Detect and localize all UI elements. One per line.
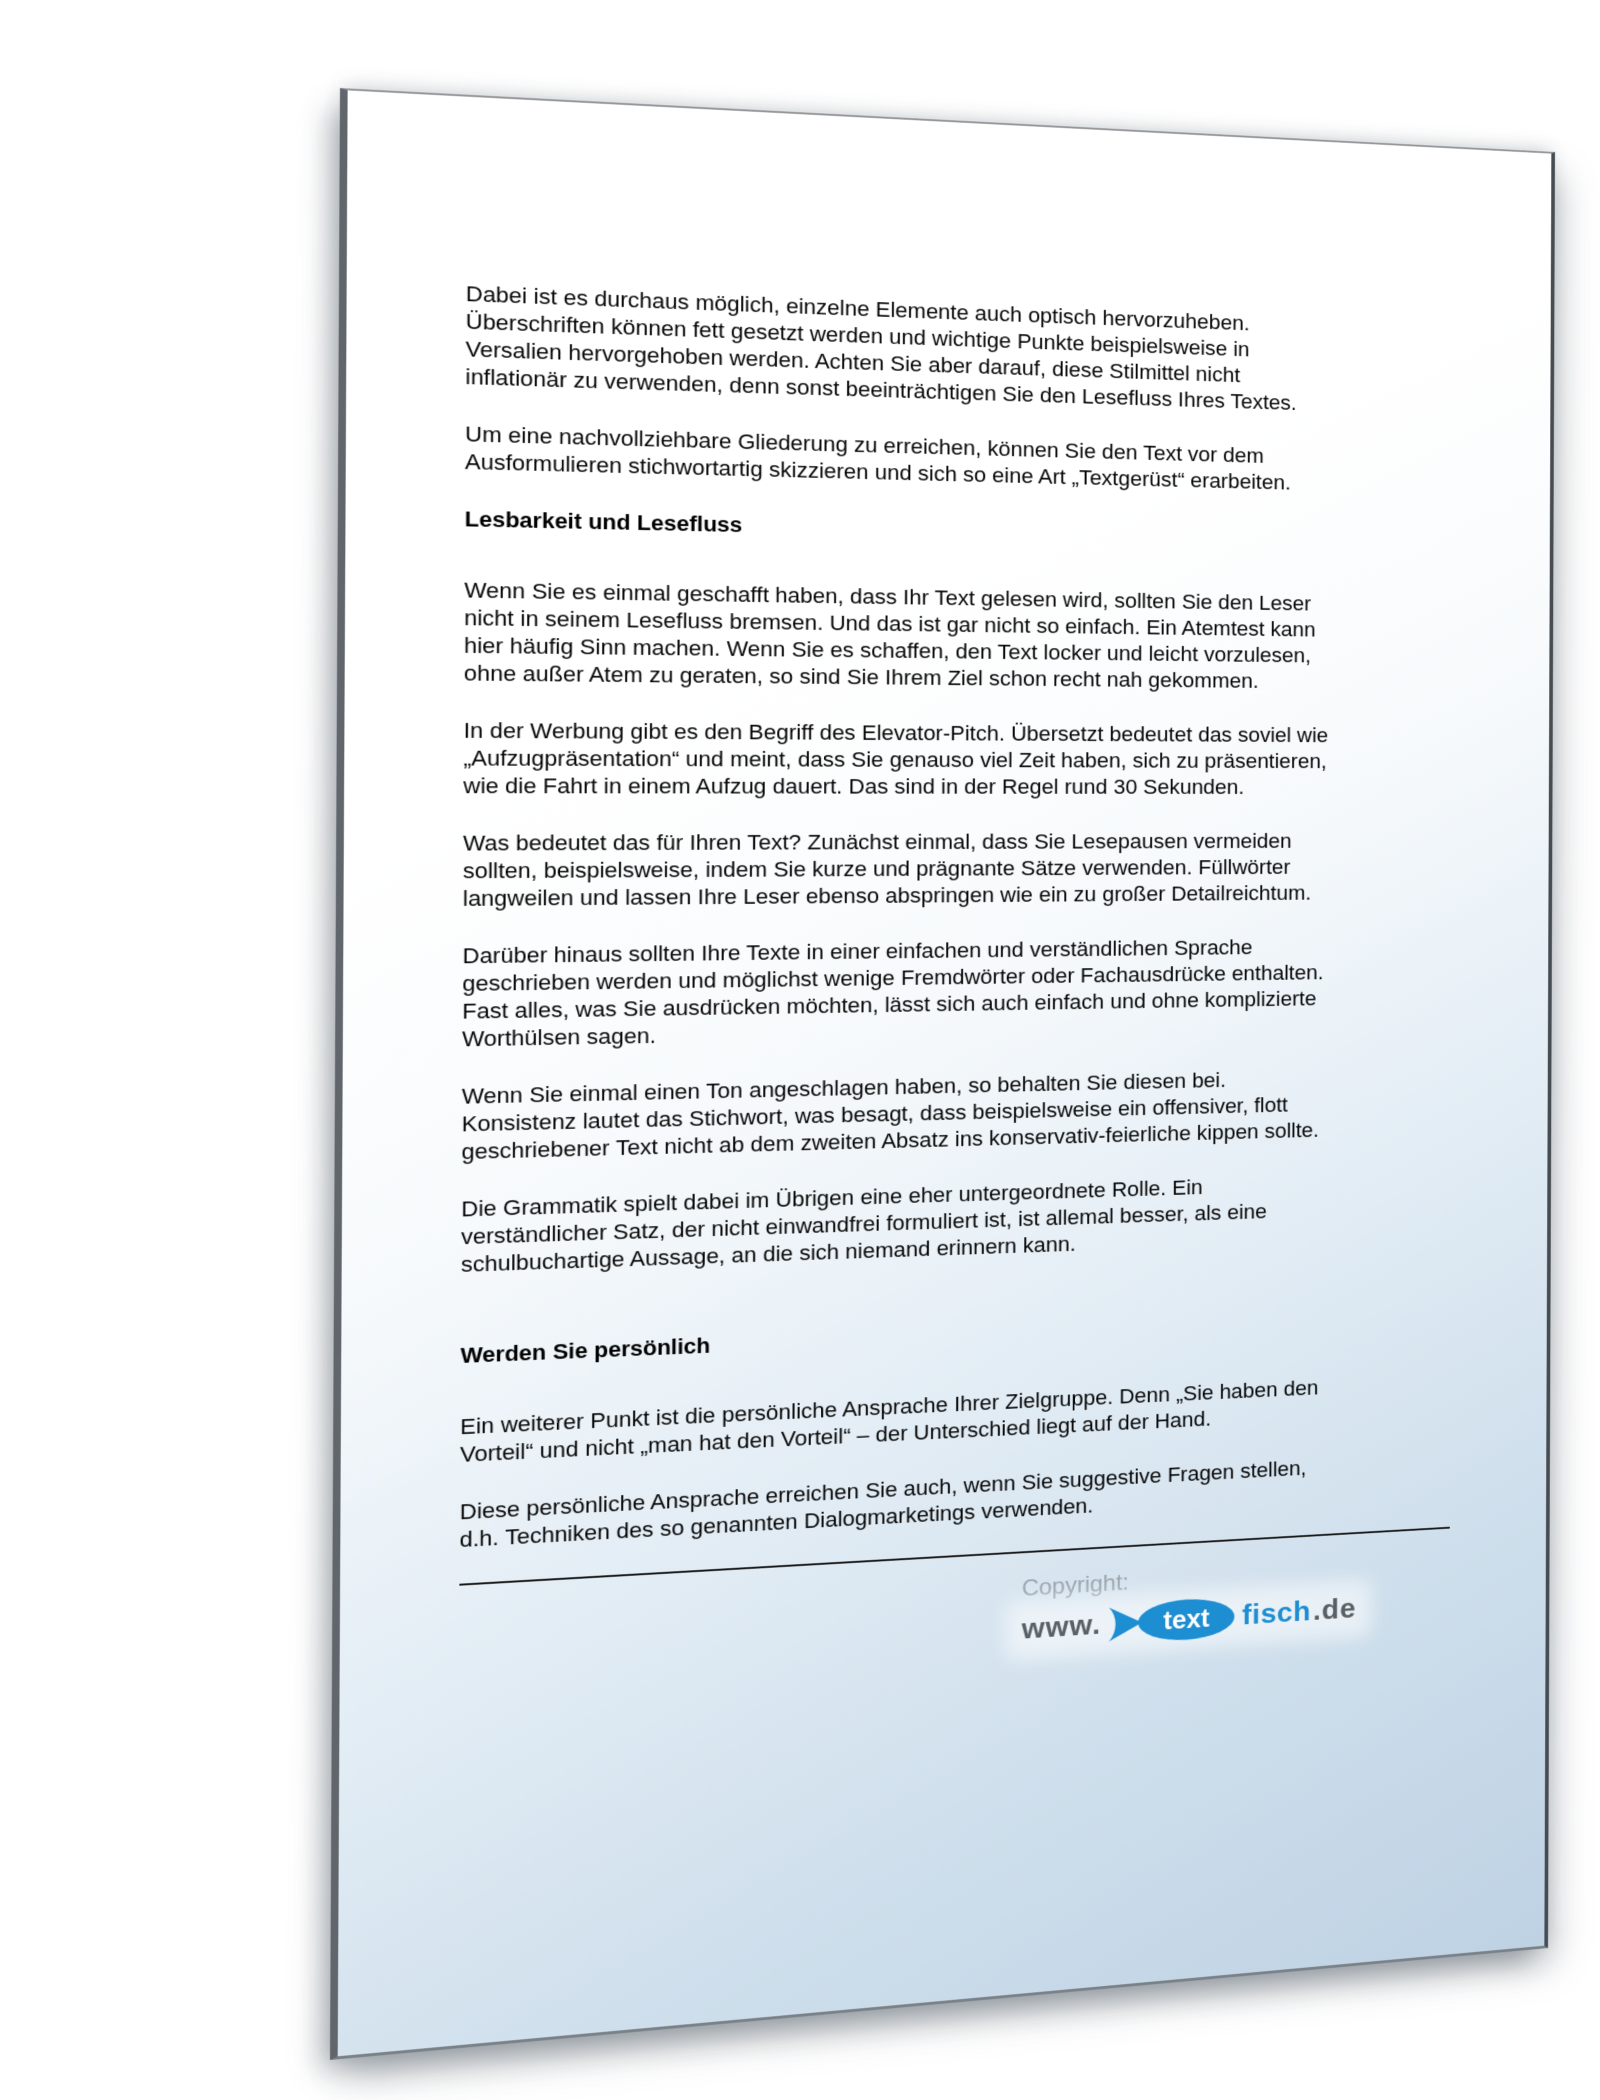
paragraph-ansprache: Ein weiterer Punkt ist die persönliche Ansprache Ihrer Zielgruppe. Denn „Sie haben den Vorteil“ und nicht „man hat den Vorteil“ – der Unterschied liegt auf der Hand. (459, 1375, 1319, 1467)
logo-tld-text: .de (1312, 1593, 1357, 1627)
footer (1021, 1556, 1356, 1652)
copyright-label: Copyright: (1021, 1569, 1129, 1602)
logo-fisch-text: fisch (1242, 1595, 1312, 1632)
document-page (330, 88, 1555, 2060)
paragraph-gliederung: Um eine nachvollziehbare Gliederung zu erreichen, können Sie den Text vor dem Ausformulieren stichwortartig skizzieren und sich so eine Art „Textgerüst“ erarbeiten. (464, 421, 1291, 495)
paragraph-sprache: Darüber hinaus sollten Ihre Texte in einer einfachen und verständlichen Sprache geschrieben werden und möglichst wenige Fremdwörter oder Fachausdrücke enthalten. Fast alles, was Sie ausdrücken möchten, lässt sich auch einfach und ohne komplizierte Worthülsen sagen. (461, 935, 1324, 1052)
paragraph-lesepausen: Was bedeutet das für Ihren Text? Zunächst einmal, dass Sie Lesepausen vermeiden sollten, beispielsweise, indem Sie kurze und prägnante Sätze verwenden. Füllwörter langweilen und lassen Ihre Leser ebenso abspringen wie ein zu großer Detailreichtum. (462, 829, 1312, 911)
section-heading-lesbarkeit: Lesbarkeit und Lesefluss (464, 506, 743, 537)
fish-icon (1107, 1595, 1236, 1646)
section-heading-persoenlich: Werden Sie persönlich (460, 1333, 711, 1368)
textfisch-logo (1021, 1588, 1356, 1652)
paragraph-grammatik: Die Grammatik spielt dabei im Übrigen eine eher untergeordnete Rolle. Ein verständlicher Satz, der nicht einwandfrei formuliert ist, ist allemal besser, als eine schulbuchartige Aussage, an die sich niemand erinnern kann. (460, 1175, 1267, 1277)
svg-text:text: text (1163, 1604, 1210, 1636)
paragraph-lesefluss: Wenn Sie es einmal geschafft haben, dass Ihr Text gelesen wird, sollten Sie den Leser nicht in seinem Lesefluss bremsen. Und das ist gar nicht so einfach. Ein Atemtest kann hier häufig Sinn machen. Wenn Sie es schaffen, den Text locker und leicht vorzulesen, ohne außer Atem zu geraten, so sind Sie Ihrem Ziel schon recht nah gekommen. (463, 577, 1316, 693)
paragraph-dialogmarketing: Diese persönliche Ansprache erreichen Sie auch, wenn Sie suggestive Fragen stellen, d.h. Techniken des so genannten Dialogmarketings verwenden. (459, 1456, 1307, 1553)
paragraph-stilmittel: Dabei ist es durchaus möglich, einzelne Elemente auch optisch hervorzuheben. Überschriften können fett gesetzt werden und wichtige Punkte beispielsweise in Versalien hervorgehoben werden. Achten Sie aber darauf, diese Stilmittel nicht inflationär zu verwenden, denn sonst beeinträchtigen Sie den Lesefluss Ihres Textes. (465, 281, 1297, 415)
logo-www-text: www. (1021, 1609, 1102, 1646)
paragraph-elevator-pitch: In der Werbung gibt es den Begriff des Elevator-Pitch. Übersetzt bedeutet das soviel wie „Aufzugpräsentation“ und meint, dass Sie genauso viel Zeit haben, sich zu präsentieren, wie die Fahrt in einem Aufzug dauert. Das sind in der Regel rund 30 Sekunden. (463, 718, 1329, 799)
paragraph-konsistenz: Wenn Sie einmal einen Ton angeschlagen haben, so behalten Sie diesen bei. Konsistenz lautet das Stichwort, was besagt, dass beispielsweise ein offensiver, flott geschriebener Text nicht ab dem zweiten Absatz ins konservativ-feierliche kippen sollte. (461, 1068, 1319, 1165)
